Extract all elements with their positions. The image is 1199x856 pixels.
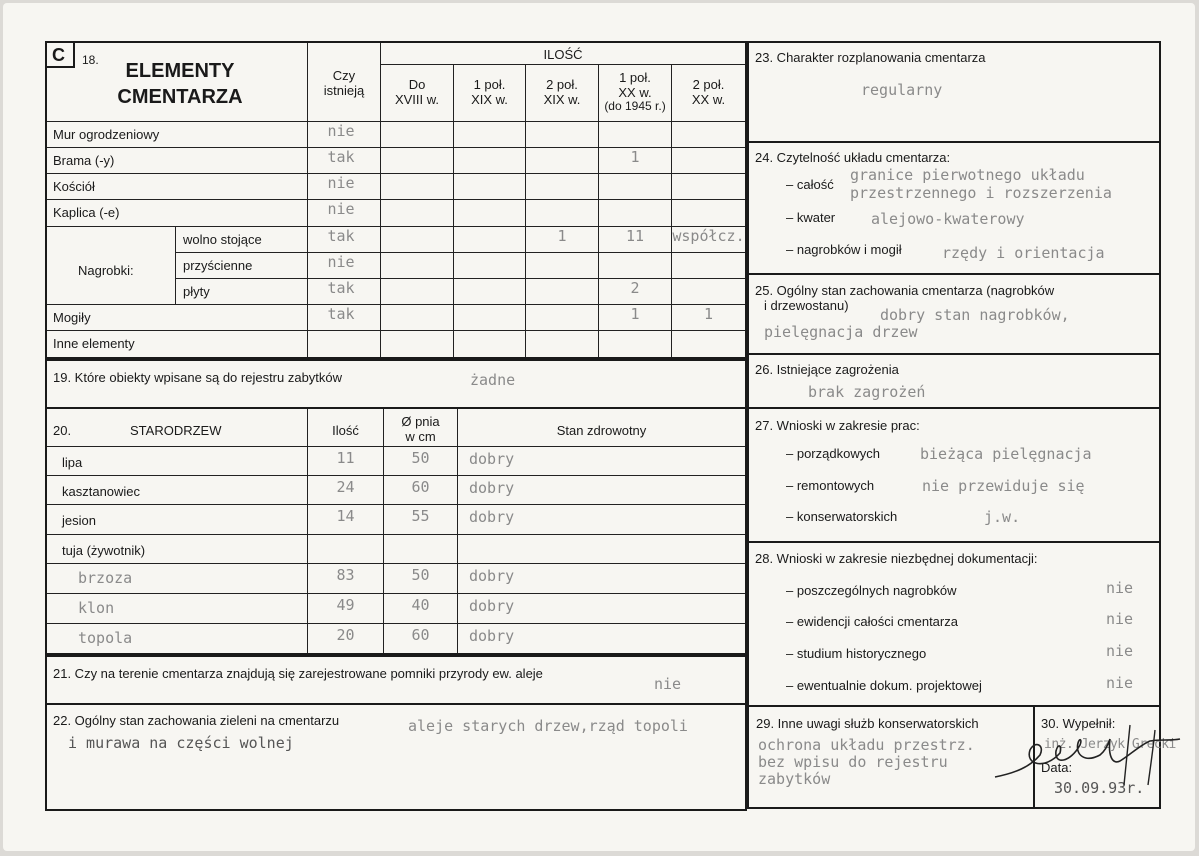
grid-line bbox=[47, 623, 745, 624]
tree-qty: 49 bbox=[336, 596, 355, 614]
section-29-value-3: zabytków bbox=[758, 770, 831, 788]
grid-line bbox=[47, 173, 745, 174]
col-exists-1: Czy bbox=[332, 68, 356, 83]
section-23-label: 23. Charakter rozplanowania cmentarza bbox=[755, 50, 986, 65]
row-label: Kościół bbox=[53, 179, 95, 194]
section-22-value-2: i murawa na części wolnej bbox=[68, 734, 294, 752]
doc-item-value: nie bbox=[1106, 674, 1134, 692]
period-header-line1: 2 poł. bbox=[692, 77, 725, 92]
tree-diameter: 50 bbox=[411, 449, 430, 467]
row-count: 1 bbox=[703, 305, 714, 323]
row-exists: nie bbox=[327, 200, 355, 218]
grid-line bbox=[175, 278, 745, 279]
row-count: współcz. bbox=[672, 227, 745, 245]
section-30-name: inż. Jerzyk Grecki bbox=[1044, 737, 1176, 752]
row-count: 1 bbox=[630, 305, 640, 323]
doc-item-value: nie bbox=[1106, 610, 1134, 628]
section-18-number: 18. bbox=[82, 53, 99, 67]
doc-item-label: – ewidencji całości cmentarza bbox=[786, 614, 958, 629]
grid-line bbox=[47, 199, 745, 200]
section-20-number: 20. bbox=[53, 423, 72, 438]
period-header-line2: XIX w. bbox=[471, 92, 508, 107]
signature bbox=[990, 715, 1190, 795]
section-24-kwater: alejowo-kwaterowy bbox=[871, 210, 1025, 228]
tree-diameter: 50 bbox=[411, 566, 430, 584]
section-24-label: 24. Czytelność układu cmentarza: bbox=[755, 150, 951, 165]
section-24-calosc-2: przestrzennego i rozszerzenia bbox=[850, 184, 1112, 202]
tree-diameter: 40 bbox=[411, 596, 430, 614]
tree-name: jesion bbox=[62, 513, 96, 528]
section-19-value: żadne bbox=[470, 371, 516, 389]
grid-line bbox=[175, 226, 176, 304]
section-29-value-1: ochrona układu przestrz. bbox=[758, 736, 975, 754]
section-24-calosc-1: granice pierwotnego układu bbox=[850, 166, 1085, 184]
grid-line bbox=[47, 304, 745, 305]
section-24-kwater-label: – kwater bbox=[786, 210, 836, 225]
grid-line bbox=[47, 534, 745, 535]
section-18-title-1: ELEMENTY bbox=[125, 60, 235, 82]
row-count: 1 bbox=[630, 148, 640, 166]
section-29-label: 29. Inne uwagi służb konserwatorskich bbox=[756, 716, 979, 731]
grid-line bbox=[47, 446, 745, 447]
section-28-label: 28. Wnioski w zakresie niezbędnej dokumentacji: bbox=[755, 551, 1038, 566]
row-label: Brama (-y) bbox=[53, 153, 115, 168]
grid-line bbox=[47, 121, 745, 122]
section-30-date: 30.09.93r. bbox=[1054, 779, 1145, 797]
section-20-title: STARODRZEW bbox=[130, 423, 222, 438]
tree-name: brzoza bbox=[78, 569, 133, 587]
row-exists: nie bbox=[327, 253, 355, 271]
col-health: Stan zdrowotny bbox=[556, 423, 647, 438]
work-item-label: – konserwatorskich bbox=[786, 509, 898, 524]
row-label: wolno stojące bbox=[183, 232, 262, 247]
tree-health: dobry bbox=[469, 627, 515, 645]
row-count: 1 bbox=[557, 227, 567, 245]
work-item-value: bieżąca pielęgnacja bbox=[920, 445, 1092, 463]
section-26-label: 26. Istniejące zagrożenia bbox=[755, 362, 899, 377]
period-header-line1: 2 poł. bbox=[546, 77, 578, 92]
doc-item-label: – studium historycznego bbox=[786, 646, 927, 661]
section-24-calosc-label: – całość bbox=[786, 177, 834, 192]
section-21-label: 21. Czy na terenie cmentarza znajdują się zarejestrowane pomniki przyrody ew. aleje bbox=[53, 666, 543, 681]
grid-line bbox=[525, 64, 526, 357]
grid-line bbox=[47, 593, 745, 594]
nagrobki-label: Nagrobki: bbox=[78, 263, 134, 278]
row-label: przyścienne bbox=[183, 258, 253, 273]
tree-qty: 24 bbox=[336, 478, 355, 496]
grid-line bbox=[47, 475, 745, 476]
tree-qty: 20 bbox=[336, 626, 355, 644]
row-exists: nie bbox=[327, 174, 355, 192]
section-25-value-2: pielęgnacja drzew bbox=[764, 323, 918, 341]
section-18-title-2: CMENTARZA bbox=[117, 86, 243, 108]
row-label: Kaplica (-e) bbox=[53, 205, 120, 220]
tree-qty: 83 bbox=[336, 566, 355, 584]
tree-qty: 11 bbox=[336, 449, 355, 467]
tree-health: dobry bbox=[469, 597, 515, 615]
row-exists: tak bbox=[327, 227, 355, 245]
period-header-line2: XVIII w. bbox=[394, 92, 440, 107]
c-marker: C bbox=[52, 45, 65, 65]
grid-line bbox=[47, 147, 745, 148]
section-24-nagrobkow-label: – nagrobków i mogił bbox=[786, 242, 902, 257]
period-header-line2: XX w. bbox=[691, 92, 726, 107]
work-item-label: – porządkowych bbox=[786, 446, 880, 461]
period-header-line1: 1 poł. bbox=[619, 70, 651, 85]
row-exists: tak bbox=[327, 148, 355, 166]
col-ilosc: ILOŚĆ bbox=[543, 47, 583, 62]
section-26-value: brak zagrożeń bbox=[808, 383, 926, 401]
grid-line bbox=[380, 64, 745, 65]
tree-diameter: 60 bbox=[411, 626, 430, 644]
section-22-value-1: aleje starych drzew,rząd topoli bbox=[408, 717, 688, 735]
tree-diameter: 60 bbox=[411, 478, 430, 496]
section-19-label: 19. Które obiekty wpisane są do rejestru zabytków bbox=[53, 370, 343, 385]
grid-line bbox=[453, 64, 454, 357]
section-29-value-2: bez wpisu do rejestru bbox=[758, 753, 948, 771]
row-label: płyty bbox=[183, 284, 210, 299]
section-21-value: nie bbox=[654, 675, 682, 693]
period-header-line1: Do bbox=[408, 77, 426, 92]
tree-name: topola bbox=[78, 629, 133, 647]
tree-health: dobry bbox=[469, 450, 515, 468]
grid-line bbox=[47, 563, 745, 564]
doc-item-value: nie bbox=[1106, 642, 1134, 660]
section-24-nagrobkow: rzędy i orientacja bbox=[942, 244, 1105, 262]
row-exists: tak bbox=[327, 279, 355, 297]
tree-health: dobry bbox=[469, 567, 515, 585]
period-header-line2: XX w. bbox=[618, 85, 652, 100]
doc-item-label: – poszczególnych nagrobków bbox=[786, 583, 957, 598]
col-dia-2: w cm bbox=[405, 429, 436, 444]
doc-item-label: – ewentualnie dokum. projektowej bbox=[786, 678, 982, 693]
tree-name: tuja (żywotnik) bbox=[62, 543, 146, 558]
period-header-line1: 1 poł. bbox=[473, 77, 506, 92]
section-20-box bbox=[45, 407, 747, 655]
section-25-label-2: i drzewostanu) bbox=[764, 298, 849, 313]
tree-health: dobry bbox=[469, 508, 515, 526]
tree-name: kasztanowiec bbox=[62, 484, 141, 499]
tree-name: klon bbox=[78, 599, 115, 617]
row-count: 2 bbox=[630, 279, 640, 297]
section-22-label: 22. Ogólny stan zachowania zieleni na cmentarzu bbox=[53, 713, 340, 728]
tree-health: dobry bbox=[469, 479, 515, 497]
row-label: Mur ogrodzeniowy bbox=[53, 127, 160, 142]
section-30-date-label: Data: bbox=[1041, 760, 1073, 775]
section-25-label-1: 25. Ogólny stan zachowania cmentarza (nagrobków bbox=[755, 283, 1055, 298]
grid-line bbox=[175, 252, 745, 253]
section-25-value-1: dobry stan nagrobków, bbox=[880, 306, 1070, 324]
doc-item-value: nie bbox=[1106, 579, 1134, 597]
section-27-label: 27. Wnioski w zakresie prac: bbox=[755, 418, 920, 433]
row-count: 11 bbox=[625, 227, 645, 245]
tree-qty: 14 bbox=[336, 507, 355, 525]
row-label: Inne elementy bbox=[53, 336, 135, 351]
period-header-line3: (do 1945 r.) bbox=[604, 99, 666, 113]
work-item-value: nie przewiduje się bbox=[922, 477, 1085, 495]
row-exists: nie bbox=[327, 122, 355, 140]
section-30-label: 30. Wypełnił: bbox=[1041, 716, 1116, 731]
row-label: Mogiły bbox=[53, 310, 91, 325]
col-qty: Ilość bbox=[332, 423, 359, 438]
section-23-value: regularny bbox=[861, 81, 943, 99]
col-exists-2: istnieją bbox=[323, 83, 365, 98]
work-item-value: j.w. bbox=[984, 508, 1021, 526]
work-item-label: – remontowych bbox=[786, 478, 875, 493]
period-header-line2: XIX w. bbox=[543, 92, 581, 107]
grid-line bbox=[47, 330, 745, 331]
col-dia-1: Ø pnia bbox=[401, 414, 440, 429]
tree-name: lipa bbox=[62, 455, 83, 470]
grid-line bbox=[47, 504, 745, 505]
row-exists: tak bbox=[327, 305, 355, 323]
tree-diameter: 55 bbox=[411, 507, 430, 525]
